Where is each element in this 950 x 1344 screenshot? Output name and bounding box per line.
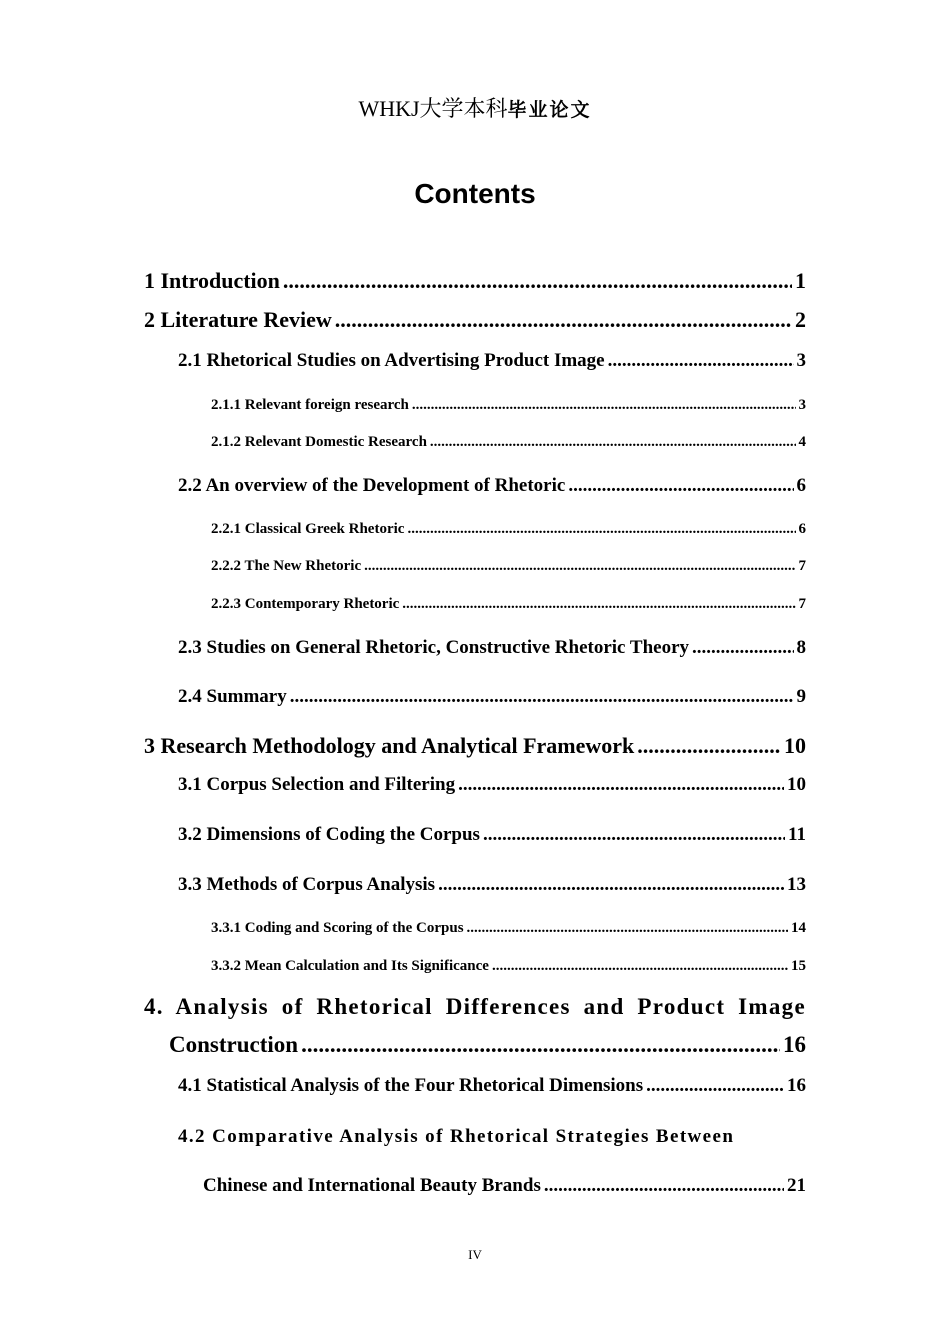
- toc-entry-2-3[interactable]: [178, 637, 806, 659]
- toc-entry-page: 3: [798, 397, 806, 413]
- toc-entry-page: 11: [788, 824, 806, 845]
- toc-entry-page: 7: [798, 596, 806, 612]
- running-header: [0, 92, 950, 123]
- toc-entry-label: 2.2 An overview of the Development of Rhetoric: [178, 475, 566, 496]
- toc-entry-3-3-2[interactable]: [211, 958, 806, 975]
- toc-entry-page: 16: [787, 1075, 806, 1096]
- toc-entry-label: 4.1 Statistical Analysis of the Four Rhetorical Dimensions: [178, 1075, 644, 1096]
- toc-entry-page: 9: [796, 686, 806, 707]
- toc-entry-ch3[interactable]: [144, 733, 806, 759]
- toc-entry-label: 2.4 Summary: [178, 686, 287, 707]
- toc-entry-3-3[interactable]: [178, 874, 806, 896]
- toc-entry-label: 2.1.1 Relevant foreign research: [211, 397, 409, 413]
- toc-entry-page: 6: [798, 521, 806, 537]
- toc-entry-label: 2.2.1 Classical Greek Rhetoric: [211, 521, 405, 537]
- toc-entry-page: 14: [791, 920, 806, 936]
- toc-entry-4-2-line2[interactable]: [203, 1175, 806, 1197]
- dot-leader: [637, 733, 781, 759]
- toc-entry-page: 16: [783, 1032, 806, 1057]
- toc-entry-2-2-3[interactable]: [211, 596, 806, 613]
- toc-entry-ch1[interactable]: [144, 268, 806, 294]
- toc-entry-2-4[interactable]: [178, 686, 806, 708]
- header-school: WHKJ大学本科: [358, 96, 508, 121]
- toc-entry-page: 7: [798, 558, 806, 574]
- dot-leader: [483, 824, 785, 846]
- dot-leader: [407, 521, 795, 538]
- toc-entry-label: 2.2.3 Contemporary Rhetoric: [211, 596, 400, 612]
- toc-entry-2-2-1[interactable]: [211, 521, 806, 538]
- toc-entry-label: 3 Research Methodology and Analytical Framework: [144, 733, 635, 758]
- toc-entry-2-1[interactable]: [178, 350, 806, 372]
- toc-entry-page: 8: [796, 637, 806, 658]
- dot-leader: [301, 1032, 780, 1058]
- dot-leader: [608, 350, 794, 372]
- page-number: IV: [468, 1247, 482, 1262]
- toc-entry-label: 2 Literature Review: [144, 307, 332, 332]
- toc-entry-2-1-1[interactable]: [211, 397, 806, 414]
- dot-leader: [283, 268, 792, 294]
- toc-entry-4-2-line1[interactable]: 4.2 Comparative Analysis of Rhetorical Strategies Between: [178, 1126, 735, 1147]
- toc-entry-label: 3.3.2 Mean Calculation and Its Significance: [211, 958, 489, 974]
- header-doc-type: 毕业论文: [507, 100, 592, 121]
- dot-leader: [692, 637, 793, 659]
- toc-entry-label: 3.2 Dimensions of Coding the Corpus: [178, 824, 480, 845]
- toc-entry-page: 2: [795, 307, 806, 332]
- toc-entry-page: 10: [784, 733, 806, 758]
- toc-entry-page: 10: [787, 774, 806, 795]
- toc-entry-ch2[interactable]: [144, 307, 806, 333]
- toc-entry-page: 6: [796, 475, 806, 496]
- dot-leader: [364, 558, 795, 575]
- toc-entry-3-1[interactable]: [178, 774, 806, 796]
- toc-entry-label: 2.3 Studies on General Rhetoric, Constructive Rhetoric Theory: [178, 637, 690, 658]
- dot-leader: [430, 434, 796, 451]
- dot-leader: [412, 397, 796, 414]
- dot-leader: [544, 1175, 784, 1197]
- toc-entry-label: 2.1 Rhetorical Studies on Advertising Product Image: [178, 350, 605, 371]
- toc-entry-label: 2.1.2 Relevant Domestic Research: [211, 434, 427, 450]
- toc-entry-page: 15: [791, 958, 806, 974]
- dot-leader: [458, 774, 784, 796]
- dot-leader: [438, 874, 784, 896]
- dot-leader: [568, 475, 793, 497]
- page-title: Contents: [414, 178, 536, 209]
- toc-entry-page: 4: [798, 434, 806, 450]
- dot-leader: [290, 686, 794, 708]
- dot-leader: [492, 958, 788, 975]
- dot-leader: [467, 920, 788, 937]
- toc-entry-label: 2.2.2 The New Rhetoric: [211, 558, 362, 574]
- toc-entry-page: 21: [787, 1175, 806, 1196]
- toc-entry-page: 13: [787, 874, 806, 895]
- toc-entry-ch4-line1[interactable]: 4. Analysis of Rhetorical Differences and Product Image: [144, 994, 806, 1019]
- toc-entry-3-2[interactable]: [178, 824, 806, 846]
- toc-entry-3-3-1[interactable]: [211, 920, 806, 937]
- toc-entry-2-2-2[interactable]: [211, 558, 806, 575]
- toc-entry-label: 3.3 Methods of Corpus Analysis: [178, 874, 436, 895]
- dot-leader: [335, 307, 792, 333]
- toc-entry-label: 3.1 Corpus Selection and Filtering: [178, 774, 456, 795]
- toc-entry-page: 1: [795, 268, 806, 293]
- toc-entry-label: 3.3.1 Coding and Scoring of the Corpus: [211, 920, 464, 936]
- toc-entry-4-1[interactable]: [178, 1075, 806, 1097]
- dot-leader: [402, 596, 795, 613]
- dot-leader: [646, 1075, 784, 1097]
- toc-entry-label: 1 Introduction: [144, 268, 280, 293]
- toc-entry-ch4-line2[interactable]: [169, 1032, 806, 1058]
- toc-entry-2-1-2[interactable]: [211, 434, 806, 451]
- toc-entry-2-2[interactable]: [178, 475, 806, 497]
- toc-entry-page: 3: [796, 350, 806, 371]
- toc-entry-label: Construction: [169, 1032, 299, 1057]
- toc-entry-label: Chinese and International Beauty Brands: [203, 1175, 541, 1196]
